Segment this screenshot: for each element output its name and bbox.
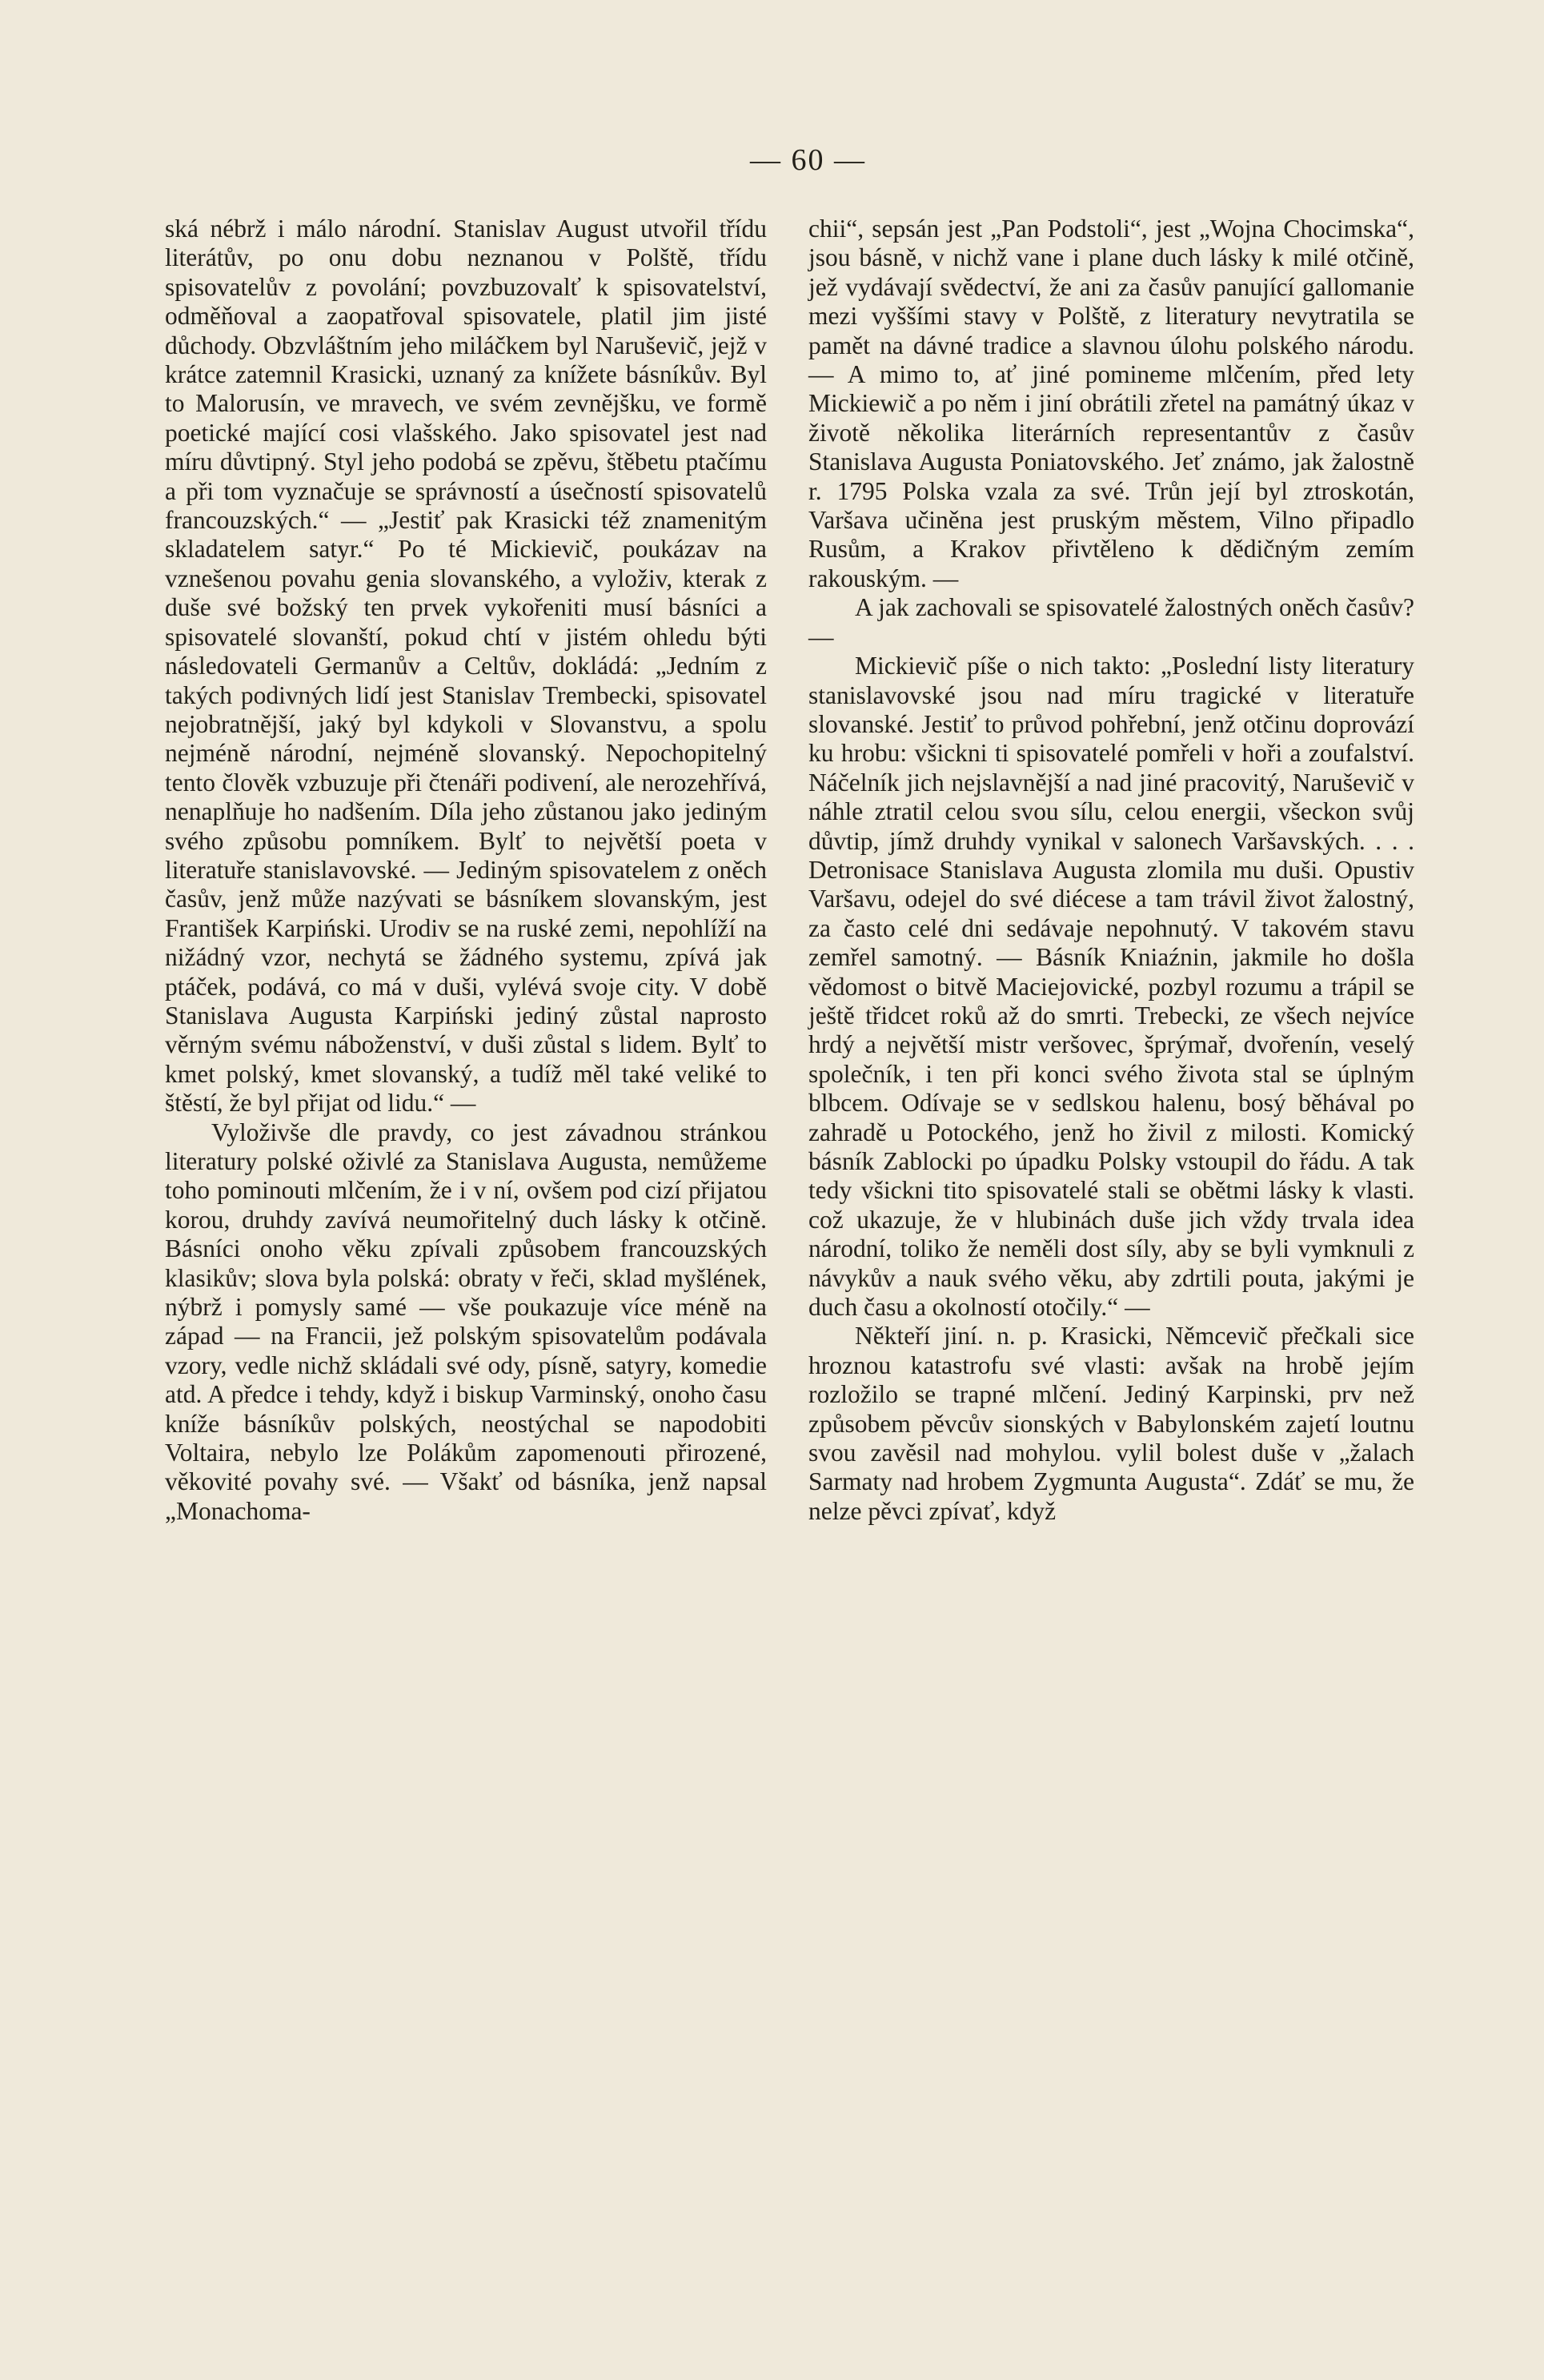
right-paragraph-4: Někteří jiní. n. p. Krasicki, Němcevič přečkali sice hroznou katastrofu své vlasti: avšak na hrobě jejím rozložilo se trapné mlčení. Jediný Karpinski, prv než způsobem pěvcův sionských v Babylonském zajetí loutnu svou zavěsil nad mohylou. vylil bolest duše v „žalach Sarmaty nad hrobem Zygmunta Augusta“. Zdáť se mu, že nelze pěvci zpívať, když — [808, 1322, 1414, 1525]
left-paragraph-1: ská nébrž i málo národní. Stanislav August utvořil třídu literátův, po onu dobu neznanou v Polště, třídu spisovatelův z povolání; povzbuzovalť k spisovatelství, odměňoval a zaopatřoval spisovatele, platil jim jisté důchody. Obzvláštním jeho miláčkem byl Naruševič, jejž v krátce zatemnil Krasicki, uznaný za knížete básníkův. Byl to Malorusín, ve mravech, ve svém zevnějšku, ve formě poetické mající cosi vlašského. Jako spisovatel jest nad míru důvtipný. Styl jeho podobá se zpěvu, štěbetu ptačímu a při tom vyznačuje se správností a úsečností spisovatelů francouzských.“ — „Jestiť pak Krasicki též znamenitým skladatelem satyr.“ Po té Mickievič, poukázav na vznešenou povahu genia slovanského, a vyloživ, kterak z duše své božský ten prvek vykořeniti musí básníci a spisovatelé slovanští, pokud chtí v jistém ohledu býti následovateli Germanův a Celtův, dokládá: „Jedním z takých podivných lidí jest Stanislav Trembecki, spisovatel nejobratnější, jaký byl kdykoli v Slovanstvu, a spolu nejméně národní, nejméně slovanský. Nepochopitelný tento člověk vzbuzuje při čtenáři podivení, ale nerozehřívá, nenaplňuje ho nadšením. Díla jeho zůstanou jako jediným svého způsobu pomníkem. Bylť to největší poeta v literatuře stanislavovské. — Jediným spisovatelem z oněch časův, jenž může nazývati se básníkem slovanským, jest František Karpiński. Urodiv se na ruské zemi, nepohlíží na nižádný vzor, nechytá se žádného systemu, zpívá jak ptáček, podává, co má v duši, vylévá svoje city. V době Stanislava Augusta Karpiński jediný zůstal naprosto věrným svému náboženství, v duši zůstal s lidem. Bylť to kmet polský, kmet slovanský, a tudíž měl také veliké to štěstí, že byl přijat od lidu.“ — — [165, 215, 767, 1118]
right-paragraph-3: Mickievič píše o nich takto: „Poslední listy literatury stanislavovské jsou nad míru tragické v literatuře slovanské. Jestiť to průvod pohřební, jenž otčinu doprovází ku hrobu: všickni ti spisovatelé pomřeli v hoři a zoufalství. Náčelník jich nejslavnější a nad jiné pracovitý, Naruševič v náhle ztratil celou svou sílu, celou energii, všeckon svůj důvtip, jímž druhdy vynikal v salonech Varšavských. . . . Detronisace Stanislava Augusta zlomila mu duši. Opustiv Varšavu, odejel do své diécese a tam trávil život žalostný, za často celé dni sedávaje nepohnutý. V takovém stavu zemřel samotný. — Básník Kniaźnin, jakmile ho došla vědomost o bitvě Maciejovické, pozbyl rozumu a trápil se ještě třidcet roků až do smrti. Trebecki, ze všech nejvíce hrdý a největší mistr veršovec, šprýmař, dvořenín, veselý společník, i ten při konci svého života stal se úplným blbcem. Odívaje se v sedlskou halenu, bosý běhával po zahradě u Potockého, jenž ho živil z milosti. Komický básník Zablocki po úpadku Polsky vstoupil do řádu. A tak tedy všickni tito spisovatelé stali se obětmi lásky k vlasti. což ukazuje, že v hlubinách duše jich vždy trvala idea národní, toliko že neměli dost síly, aby se byli vymknuli z návykův a nauk svého věku, aby zdrtili pouta, jakými je duch času a okolností otočily.“ — — [808, 652, 1414, 1322]
right-column — [808, 215, 1414, 1526]
left-column — [165, 215, 767, 1526]
right-paragraph-2: A jak zachovali se spisovatelé žalostných oněch časův? — — [808, 593, 1414, 651]
left-paragraph-2: Vyloživše dle pravdy, co jest závadnou stránkou literatury polské oživlé za Stanislava Augusta, nemůžeme toho pominouti mlčením, že i v ní, ovšem pod cizí přijatou korou, druhdy zavívá neumořitelný duch lásky k otčině. Básníci onoho věku zpívali způsobem francouzských klasikův; slova byla polská: obraty v řeči, sklad myšlének, nýbrž i pomysly samé — vše poukazuje více méně na západ — na Francii, jež polským spisovatelům podávala vzory, vedle nichž skládali své ody, písně, satyry, komedie atd. A předce i tehdy, když i biskup Varminský, onoho času kníže básníkův polských, neostýchal se napodobiti Voltaira, nebylo lze Polákům zapomenouti přirozené, věkovité povahy své. — Všakť od básníka, jenž napsal „Monachoma- — [165, 1118, 767, 1525]
page-number: — 60 — — [750, 143, 866, 177]
right-paragraph-1: chii“, sepsán jest „Pan Podstoli“, jest „Wojna Chocimska“, jsou básně, v nichž vane i plane duch lásky k milé otčině, jež vydávají svědectví, že ani za časův panující gallomanie mezi vyššími stavy v Polště, z literatury nevytratila se pamět na dávné tradice a slavnou úlohu polského národu. — A mimo to, ať jiné pomineme mlčením, před lety Mickiewič a po něm i jiní obrátili zřetel na památný úkaz v životě několika literárních representantův z časův Stanislava Augusta Poniatovského. Jeť známo, jak žalostně r. 1795 Polska vzala za své. Trůn její byl ztroskotán, Varšava učiněna jest pruským městem, Vilno připadlo Rusům, a Krakov přivtěleno k dědičným zemím rakouským. — — [808, 215, 1414, 592]
